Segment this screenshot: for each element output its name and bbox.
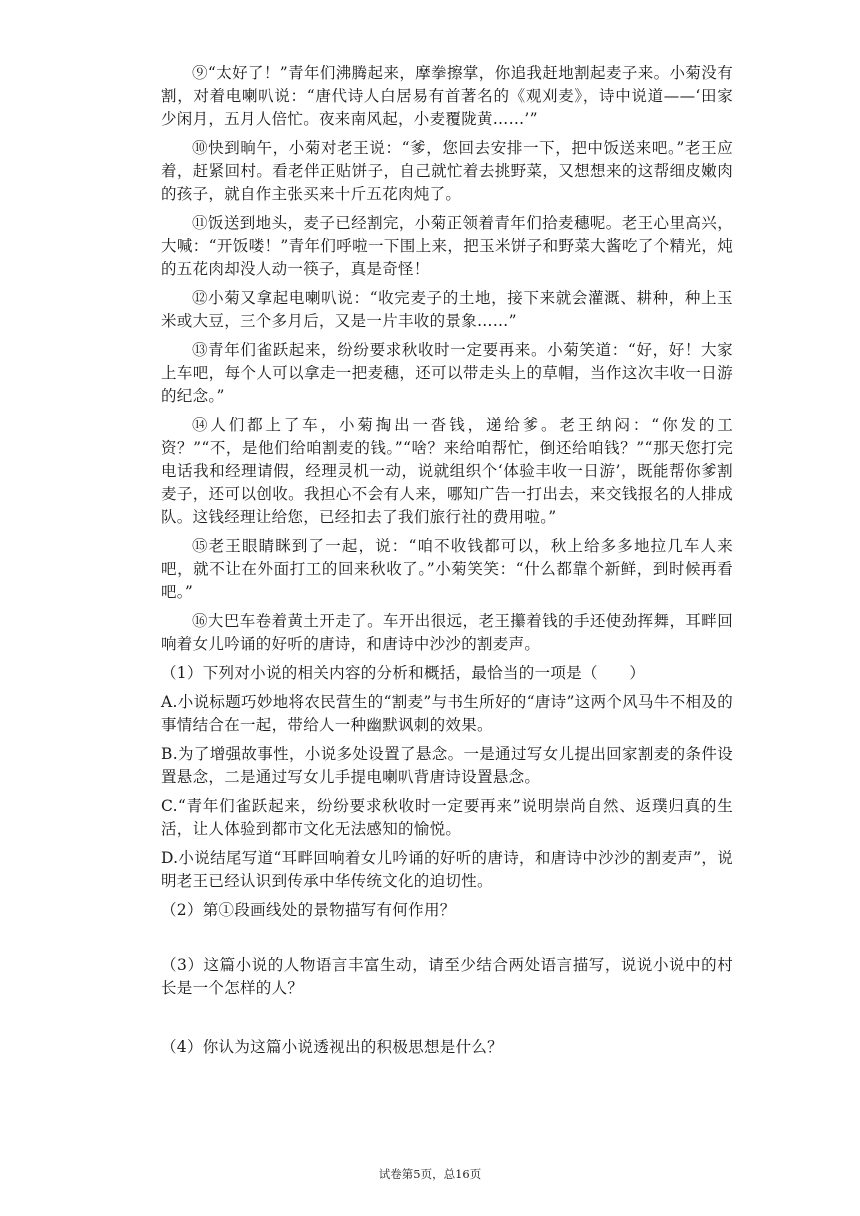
question-1-stem: （1）下列对小说的相关内容的分析和概括，最恰当的一项是（ ） bbox=[161, 664, 646, 682]
page-footer: 试卷第5页，总16页 bbox=[378, 1167, 482, 1181]
question-2-stem: （2）第①段画线处的景物描写有何作用？ bbox=[161, 901, 456, 919]
passage-paragraph-14: ⑭人们都上了车，小菊掏出一沓钱，递给爹。老王纳闷：“你发的工资？”“不，是他们给咱割麦的钱。”“啥？来给咱帮忙，倒还给咱钱？”“那天您打完电话我和经理请假，经理灵机一动，说就组织个‘体验丰收一日游’，既能帮你爹割麦子，还可以创收。我担心不会有人来，哪知广告一打出去，来交钱报名的人排成队。这钱经理让给您，已经扣去了我们旅行社的费用啦。” bbox=[161, 416, 733, 526]
passage-paragraph-16: ⑯大巴车卷着黄土开走了。车开出很远，老王攥着钱的手还使劲挥舞，耳畔回响着女儿吟诵的好听的唐诗，和唐诗中沙沙的割麦声。 bbox=[161, 612, 733, 653]
passage-paragraph-11: ⑪饭送到地头，麦子已经割完，小菊正领着青年们拾麦穗呢。老王心里高兴，大喊：“开饭喽！”青年们呼啦一下围上来，把玉米饼子和野菜大酱吃了个精光，炖的五花肉却没人动一筷子，真是奇怪！ bbox=[161, 214, 733, 278]
question-4-stem: （4）你认为这篇小说透视出的积极思想是什么？ bbox=[161, 1038, 503, 1056]
passage-paragraph-12: ⑫小菊又拿起电喇叭说：“收完麦子的土地，接下来就会灌溉、耕种，种上玉米或大豆，三个多月后，又是一片丰收的景象……” bbox=[161, 289, 733, 330]
exam-page bbox=[161, 62, 733, 1065]
passage-paragraph-9: ⑨“太好了！”青年们沸腾起来，摩拳擦掌，你追我赶地割起麦子来。小菊没有割，对着电喇叭说：“唐代诗人白居易有首著名的《观刈麦》，诗中说道——‘田家少闲月，五月人倍忙。夜来南风起，小麦覆陇黄……’” bbox=[161, 64, 733, 128]
answer-space-2 bbox=[161, 928, 733, 954]
question-1-option-b[interactable]: B.为了增强故事性，小说多处设置了悬念。一是通过写女儿提出回家割麦的条件设置悬念，二是通过写女儿手提电喇叭背唐诗设置悬念。 bbox=[161, 745, 733, 786]
passage-paragraph-10: ⑩快到晌午，小菊对老王说：“爹，您回去安排一下，把中饭送来吧。”老王应着，赶紧回村。看老伴正贴饼子，自己就忙着去挑野菜，又想想来的这帮细皮嫩肉的孩子，就自作主张买来十斤五花肉炖了。 bbox=[161, 139, 733, 203]
question-3-stem: （3）这篇小说的人物语言丰富生动，请至少结合两处语言描写，说说小说中的村长是一个怎样的人？ bbox=[161, 956, 733, 997]
question-1-option-c[interactable]: C.“青年们雀跃起来，纷纷要求秋收时一定要再来”说明崇尚自然、返璞归真的生活，让人体验到都市文化无法感知的愉悦。 bbox=[161, 797, 733, 838]
passage-paragraph-15: ⑮老王眼睛眯到了一起，说：“咱不收钱都可以，秋上给多多地拉几车人来吧，就不让在外面打工的回来秋收了。”小菊笑笑：“什么都靠个新鲜，到时候再看吧。” bbox=[161, 537, 733, 601]
passage-paragraph-13: ⑬青年们雀跃起来，纷纷要求秋收时一定要再来。小菊笑道：“好，好！大家上车吧，每个人可以拿走一把麦穗，还可以带走头上的草帽，当作这次丰收一日游的纪念。” bbox=[161, 341, 733, 405]
answer-space-3 bbox=[161, 1006, 733, 1036]
question-1-option-a[interactable]: A.小说标题巧妙地将农民营生的“割麦”与书生所好的“唐诗”这两个风马牛不相及的事情结合在一起，带给人一种幽默讽刺的效果。 bbox=[161, 693, 733, 734]
question-1-option-d[interactable]: D.小说结尾写道“耳畔回响着女儿吟诵的好听的唐诗，和唐诗中沙沙的割麦声”，说明老王已经认识到传承中华传统文化的迫切性。 bbox=[161, 849, 733, 890]
